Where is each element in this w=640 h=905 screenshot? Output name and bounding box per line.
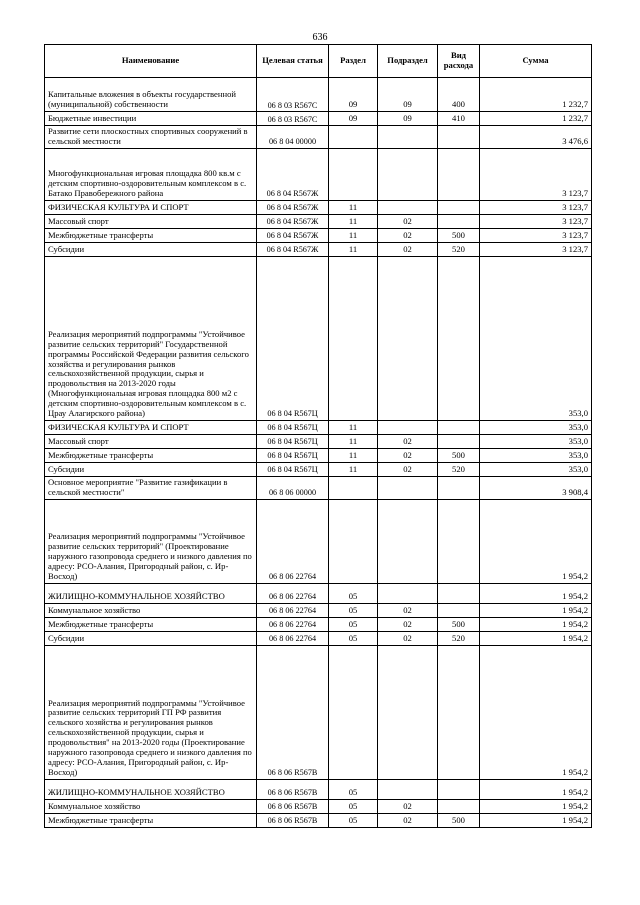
row-target: 06 8 04 R567Ц <box>257 448 329 462</box>
row-subsection: 02 <box>378 799 438 813</box>
row-name: ФИЗИЧЕСКАЯ КУЛЬТУРА И СПОРТ <box>45 420 257 434</box>
row-section: 11 <box>329 434 378 448</box>
row-section: 11 <box>329 242 378 256</box>
table-row <box>45 420 592 434</box>
row-sum: 1 954,2 <box>480 631 592 645</box>
row-sum: 1 954,2 <box>480 813 592 827</box>
row-target: 06 8 06 22764 <box>257 499 329 583</box>
row-sum: 353,0 <box>480 462 592 476</box>
row-target: 06 8 06 R567В <box>257 813 329 827</box>
row-sum: 3 123,7 <box>480 214 592 228</box>
row-target: 06 8 06 22764 <box>257 631 329 645</box>
table-row <box>45 631 592 645</box>
row-sum: 1 954,2 <box>480 645 592 779</box>
row-target: 06 8 04 R567Ж <box>257 228 329 242</box>
row-target: 06 8 06 R567В <box>257 779 329 799</box>
row-section <box>329 499 378 583</box>
row-name: Межбюджетные трансферты <box>45 617 257 631</box>
row-kind: 500 <box>438 228 480 242</box>
row-subsection <box>378 645 438 779</box>
row-target: 06 8 04 R567Ж <box>257 200 329 214</box>
table-row <box>45 603 592 617</box>
row-section: 11 <box>329 200 378 214</box>
table-row <box>45 228 592 242</box>
row-section: 05 <box>329 779 378 799</box>
header-name: Наименование <box>45 45 257 78</box>
row-section <box>329 126 378 149</box>
row-subsection: 02 <box>378 813 438 827</box>
row-subsection <box>378 583 438 603</box>
row-kind: 520 <box>438 462 480 476</box>
row-sum: 1 232,7 <box>480 112 592 126</box>
table-row <box>45 148 592 200</box>
row-kind <box>438 214 480 228</box>
row-name: Реализация мероприятий подпрограммы "Устойчивое развитие сельских территорий" Государственной программы Российской Федерации развития сельского хозяйства и регулирования рынков сельскохозяйственной продукции, сырья и продовольствия на 2013-2020 годы (Многофункциональная игровая площадка 800 м2 с детским спортивно-оздоровительным комплексом в с. Црау Алагирского района) <box>45 256 257 420</box>
row-kind: 500 <box>438 448 480 462</box>
table-row <box>45 779 592 799</box>
table-row <box>45 78 592 112</box>
row-name: Основное мероприятие "Развитие газификации в сельской местности" <box>45 476 257 499</box>
row-subsection <box>378 200 438 214</box>
row-kind <box>438 126 480 149</box>
row-name: Многофункциональная игровая площадка 800 кв.м с детским спортивно-оздоровительным комплексом в с. Батако Правобережного района <box>45 148 257 200</box>
table-row <box>45 813 592 827</box>
row-name: ФИЗИЧЕСКАЯ КУЛЬТУРА И СПОРТ <box>45 200 257 214</box>
row-kind <box>438 583 480 603</box>
header-subsection: Подраздел <box>378 45 438 78</box>
row-kind <box>438 645 480 779</box>
row-kind: 400 <box>438 78 480 112</box>
row-sum: 3 123,7 <box>480 148 592 200</box>
row-subsection <box>378 779 438 799</box>
table-row <box>45 645 592 779</box>
row-kind <box>438 779 480 799</box>
row-subsection: 02 <box>378 214 438 228</box>
row-subsection: 02 <box>378 603 438 617</box>
row-subsection <box>378 256 438 420</box>
table-row <box>45 462 592 476</box>
table-row <box>45 799 592 813</box>
table-row <box>45 434 592 448</box>
row-kind <box>438 476 480 499</box>
row-target: 06 8 03 R567С <box>257 112 329 126</box>
row-kind <box>438 256 480 420</box>
row-subsection: 02 <box>378 448 438 462</box>
row-name: ЖИЛИЩНО-КОММУНАЛЬНОЕ ХОЗЯЙСТВО <box>45 583 257 603</box>
row-sum: 3 476,6 <box>480 126 592 149</box>
row-sum: 3 908,4 <box>480 476 592 499</box>
row-section: 11 <box>329 448 378 462</box>
table-row <box>45 242 592 256</box>
row-kind <box>438 420 480 434</box>
row-name: Субсидии <box>45 462 257 476</box>
row-section: 05 <box>329 603 378 617</box>
row-section <box>329 256 378 420</box>
row-target: 06 8 06 R567В <box>257 799 329 813</box>
row-section: 05 <box>329 617 378 631</box>
row-subsection: 02 <box>378 242 438 256</box>
page-number: 636 <box>312 32 328 43</box>
row-section <box>329 645 378 779</box>
table-row <box>45 448 592 462</box>
header-section: Раздел <box>329 45 378 78</box>
row-target: 06 8 04 R567Ц <box>257 256 329 420</box>
row-name: Межбюджетные трансферты <box>45 813 257 827</box>
row-kind <box>438 603 480 617</box>
row-kind <box>438 200 480 214</box>
row-subsection: 09 <box>378 78 438 112</box>
row-sum: 1 954,2 <box>480 799 592 813</box>
row-section: 11 <box>329 214 378 228</box>
row-sum: 353,0 <box>480 434 592 448</box>
table-row <box>45 126 592 149</box>
row-kind <box>438 799 480 813</box>
row-subsection: 02 <box>378 631 438 645</box>
row-section: 09 <box>329 78 378 112</box>
row-name: Капитальные вложения в объекты государственной (муниципальной) собственности <box>45 78 257 112</box>
row-section: 05 <box>329 631 378 645</box>
header-sum: Сумма <box>480 45 592 78</box>
row-subsection <box>378 420 438 434</box>
row-kind <box>438 148 480 200</box>
table-row <box>45 583 592 603</box>
row-sum: 3 123,7 <box>480 242 592 256</box>
row-kind: 500 <box>438 813 480 827</box>
table-row <box>45 214 592 228</box>
table-row <box>45 617 592 631</box>
table-row <box>45 200 592 214</box>
row-sum: 3 123,7 <box>480 228 592 242</box>
row-target: 06 8 04 R567Ц <box>257 420 329 434</box>
row-sum: 1 954,2 <box>480 617 592 631</box>
row-kind: 410 <box>438 112 480 126</box>
row-subsection: 02 <box>378 617 438 631</box>
table-header-row <box>45 45 592 78</box>
row-target: 06 8 04 00000 <box>257 126 329 149</box>
row-kind: 520 <box>438 242 480 256</box>
row-target: 06 8 04 R567Ж <box>257 148 329 200</box>
row-kind <box>438 499 480 583</box>
row-subsection: 02 <box>378 228 438 242</box>
row-sum: 353,0 <box>480 420 592 434</box>
row-section <box>329 148 378 200</box>
row-name: Реализация мероприятий подпрограммы "Устойчивое развитие сельских территорий" (Проектирование наружного газопровода среднего и низкого давления по адресу: РСО-Алания, Пригородный район, с. Ир-Восход) <box>45 499 257 583</box>
row-name: Массовый спорт <box>45 214 257 228</box>
row-section: 11 <box>329 420 378 434</box>
row-target: 06 8 04 R567Ц <box>257 434 329 448</box>
table-row <box>45 112 592 126</box>
row-subsection: 02 <box>378 434 438 448</box>
row-sum: 1 954,2 <box>480 499 592 583</box>
row-target: 06 8 04 R567Ж <box>257 242 329 256</box>
table-row <box>45 499 592 583</box>
row-section: 11 <box>329 228 378 242</box>
row-name: Бюджетные инвестиции <box>45 112 257 126</box>
row-sum: 1 954,2 <box>480 603 592 617</box>
row-section: 05 <box>329 583 378 603</box>
row-name: ЖИЛИЩНО-КОММУНАЛЬНОЕ ХОЗЯЙСТВО <box>45 779 257 799</box>
row-subsection <box>378 148 438 200</box>
table-row <box>45 256 592 420</box>
row-sum: 1 232,7 <box>480 78 592 112</box>
row-sum: 353,0 <box>480 256 592 420</box>
row-name: Субсидии <box>45 631 257 645</box>
row-section <box>329 476 378 499</box>
row-section: 05 <box>329 799 378 813</box>
row-sum: 1 954,2 <box>480 779 592 799</box>
budget-table <box>44 44 592 828</box>
row-target: 06 8 04 R567Ж <box>257 214 329 228</box>
header-target: Целевая статья <box>257 45 329 78</box>
row-subsection <box>378 476 438 499</box>
row-sum: 353,0 <box>480 448 592 462</box>
row-name: Межбюджетные трансферты <box>45 448 257 462</box>
table-row <box>45 476 592 499</box>
row-target: 06 8 06 22764 <box>257 603 329 617</box>
row-subsection: 02 <box>378 462 438 476</box>
table-body <box>45 78 592 828</box>
row-section: 09 <box>329 112 378 126</box>
row-name: Коммунальное хозяйство <box>45 603 257 617</box>
row-name: Реализация мероприятий подпрограммы "Устойчивое развитие сельских территорий ГП РФ развития сельского хозяйства и регулирования рынков сельскохозяйственной продукции, сырья и продовольствия" на 2013-2020 годы (Проектирование наружного газопровода среднего и низкого давления по адресу: РСО-Алания, Пригородный район, с. Ир-Восход) <box>45 645 257 779</box>
row-target: 06 8 06 22764 <box>257 617 329 631</box>
row-target: 06 8 06 00000 <box>257 476 329 499</box>
row-name: Межбюджетные трансферты <box>45 228 257 242</box>
row-kind: 500 <box>438 617 480 631</box>
row-section: 11 <box>329 462 378 476</box>
header-kind: Вид расхода <box>438 45 480 78</box>
row-name: Субсидии <box>45 242 257 256</box>
row-target: 06 8 03 R567С <box>257 78 329 112</box>
row-section: 05 <box>329 813 378 827</box>
row-target: 06 8 06 R567В <box>257 645 329 779</box>
row-sum: 1 954,2 <box>480 583 592 603</box>
row-subsection: 09 <box>378 112 438 126</box>
row-name: Массовый спорт <box>45 434 257 448</box>
row-name: Коммунальное хозяйство <box>45 799 257 813</box>
row-sum: 3 123,7 <box>480 200 592 214</box>
row-name: Развитие сети плоскостных спортивных сооружений в сельской местности <box>45 126 257 149</box>
row-target: 06 8 04 R567Ц <box>257 462 329 476</box>
row-kind: 520 <box>438 631 480 645</box>
row-subsection <box>378 126 438 149</box>
row-subsection <box>378 499 438 583</box>
row-target: 06 8 06 22764 <box>257 583 329 603</box>
row-kind <box>438 434 480 448</box>
